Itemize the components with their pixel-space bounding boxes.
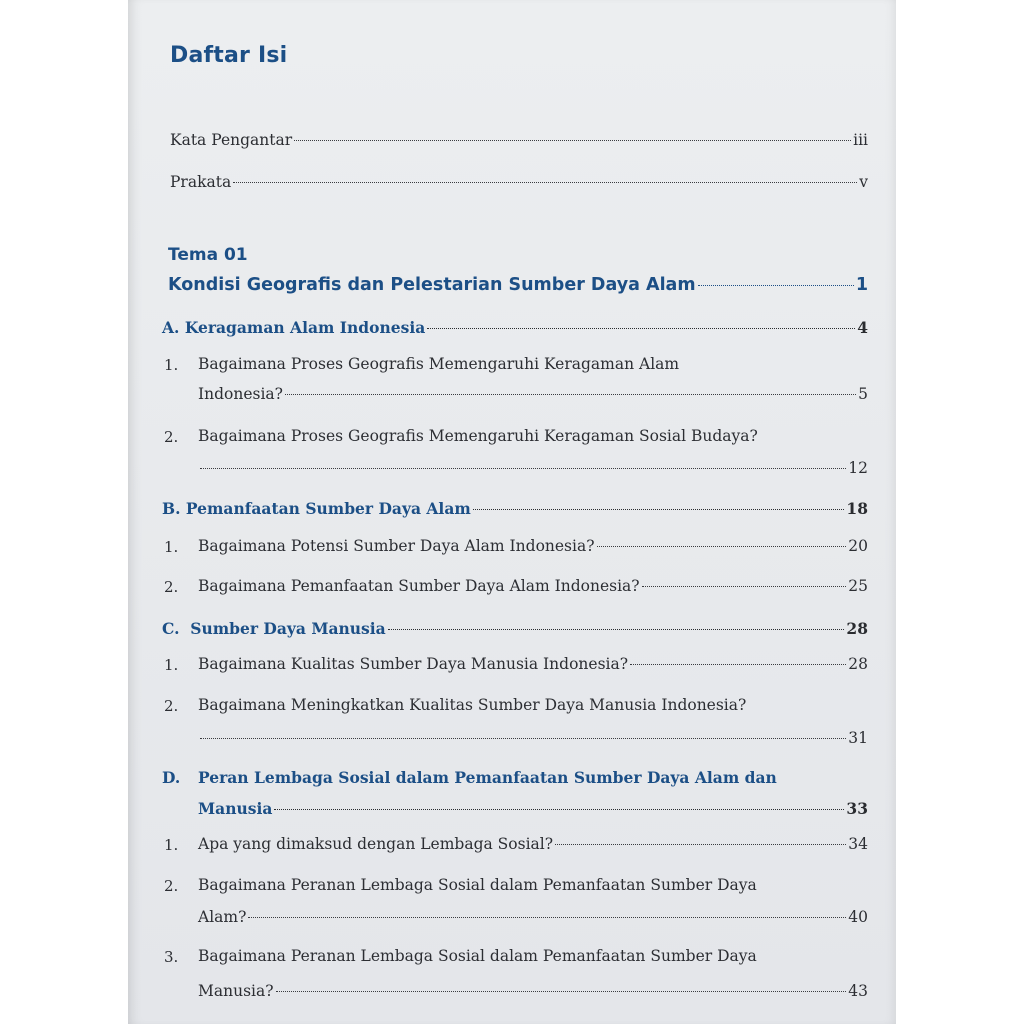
toc-entry-page: iii (853, 131, 868, 149)
toc-entry-d1 (198, 835, 868, 853)
dot-leader (597, 546, 847, 547)
toc-section-d (198, 799, 868, 818)
toc-entry-c1 (198, 655, 868, 673)
dot-leader (200, 738, 846, 739)
dot-leader (274, 809, 844, 810)
toc-entry-prakata (170, 173, 868, 191)
dot-leader (276, 991, 847, 992)
toc-entry-page: 5 (858, 385, 868, 403)
dot-leader (427, 328, 855, 329)
toc-entry-a1 (198, 385, 868, 403)
toc-entry-a2 (198, 459, 868, 477)
toc-entry-page: 4 (857, 318, 868, 337)
toc-entry-page: 25 (848, 577, 868, 595)
toc-entry-b2 (198, 577, 868, 595)
toc-entry-page: 34 (848, 835, 868, 853)
toc-entry-label: Kata Pengantar (170, 131, 293, 149)
toc-entry-page: 28 (848, 655, 868, 673)
toc-entry-page: 18 (846, 499, 868, 518)
item-title: Bagaimana Kualitas Sumber Daya Manusia Indonesia? (198, 655, 629, 673)
section-title-cont: Manusia (198, 799, 273, 818)
toc-entry-c2 (198, 729, 868, 747)
dot-leader (248, 917, 846, 918)
toc-entry-d2 (198, 908, 868, 926)
item-title: Bagaimana Peranan Lembaga Sosial dalam Pemanfaatan Sumber Daya (198, 947, 757, 965)
toc-entry-kata-pengantar (170, 131, 868, 149)
toc-entry-page: 20 (848, 537, 868, 555)
toc-entry-page: 12 (848, 459, 868, 477)
section-title: Keragaman Alam Indonesia (184, 318, 426, 337)
section-letter: A. (162, 318, 180, 337)
section-letter: B. (162, 499, 181, 518)
book-page (128, 0, 896, 1024)
toc-entry-b1 (198, 537, 868, 555)
item-title: Bagaimana Proses Geografis Memengaruhi Keragaman Sosial Budaya? (198, 427, 758, 445)
dot-leader (294, 140, 851, 141)
item-number: 2. (164, 877, 179, 895)
item-title: Bagaimana Meningkatkan Kualitas Sumber Daya Manusia Indonesia? (198, 696, 747, 714)
section-title: Peran Lembaga Sosial dalam Pemanfaatan Sumber Daya Alam dan (198, 768, 777, 787)
toc-entry-label: Prakata (170, 173, 232, 191)
toc-entry-page: 40 (848, 908, 868, 926)
dot-leader (233, 182, 857, 183)
dot-leader (642, 586, 847, 587)
section-letter: C. (162, 619, 180, 638)
item-number: 1. (164, 538, 179, 556)
item-number: 2. (164, 578, 179, 596)
toc-entry-page: 31 (848, 729, 868, 747)
item-number: 2. (164, 697, 179, 715)
section-title: Sumber Daya Manusia (190, 619, 386, 638)
toc-entry-page: 28 (846, 619, 868, 638)
toc-entry-page: 33 (846, 799, 868, 818)
section-title: Pemanfaatan Sumber Daya Alam (185, 499, 471, 518)
dot-leader (555, 844, 846, 845)
item-title-cont: Indonesia? (198, 385, 283, 403)
page-title: Daftar Isi (170, 43, 288, 68)
item-number: 1. (164, 356, 179, 374)
toc-entry-theme (168, 275, 868, 295)
dot-leader (200, 468, 846, 469)
toc-section-c (162, 619, 868, 638)
toc-entry-page: v (859, 173, 868, 191)
theme-title: Kondisi Geografis dan Pelestarian Sumber Daya Alam (168, 275, 696, 295)
item-title: Apa yang dimaksud dengan Lembaga Sosial? (198, 835, 554, 853)
toc-entry-d3 (198, 982, 868, 1000)
toc-entry-page: 1 (855, 275, 868, 295)
dot-leader (388, 629, 845, 630)
item-number: 3. (164, 948, 179, 966)
item-title-cont: Manusia? (198, 982, 274, 1000)
theme-label: Tema 01 (168, 245, 248, 265)
toc-entry-page: 43 (848, 982, 868, 1000)
item-number: 1. (164, 656, 179, 674)
dot-leader (698, 285, 854, 286)
item-title: Bagaimana Pemanfaatan Sumber Daya Alam Indonesia? (198, 577, 640, 595)
section-letter: D. (162, 768, 181, 787)
item-title: Bagaimana Peranan Lembaga Sosial dalam Pemanfaatan Sumber Daya (198, 876, 757, 894)
item-number: 1. (164, 836, 179, 854)
toc-section-a (162, 318, 868, 337)
item-number: 2. (164, 428, 179, 446)
dot-leader (285, 394, 856, 395)
dot-leader (630, 664, 846, 665)
item-title: Bagaimana Proses Geografis Memengaruhi Keragaman Alam (198, 355, 680, 373)
dot-leader (473, 509, 845, 510)
item-title-cont: Alam? (198, 908, 247, 926)
toc-section-b (162, 499, 868, 518)
item-title: Bagaimana Potensi Sumber Daya Alam Indonesia? (198, 537, 595, 555)
